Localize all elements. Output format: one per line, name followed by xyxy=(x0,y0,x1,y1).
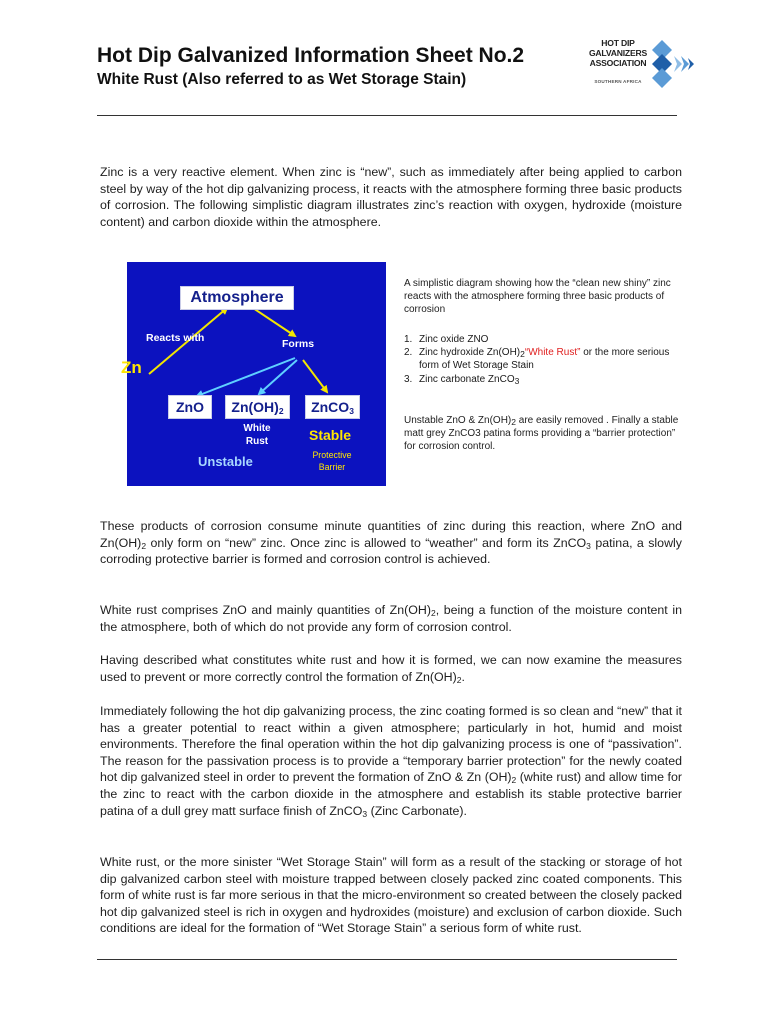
list-item: 2. Zinc hydroxide $Zn(OH)_2“White$ Rust” or the more serious form of Wet Storage Stain xyxy=(404,347,670,372)
znoh2-box: $Zn(OH)_2$ xyxy=(225,395,290,419)
corrosion-products-list xyxy=(404,333,680,386)
list-item: 3. Zinc carbonate ZnCO$_3$ xyxy=(404,373,520,386)
intro-paragraph: Zinc is a very reactive element. When zinc is “new”, such as immediately after being applied to carbon steel by way of the hot dip galvanizing process, it reacts with the atmosphere forming three basic products of corrosion. The following simplistic diagram illustrates zinc’s reaction with oxygen, hydroxide (moisture content) and carbon dioxide within the atmosphere. xyxy=(100,165,682,229)
forms-label: Forms xyxy=(282,338,315,350)
footer-divider xyxy=(97,959,677,960)
page-title: Hot Dip Galvanized Information Sheet No.2 xyxy=(97,44,525,67)
body-paragraph-5: White rust, or the more sinister “Wet Storage Stain” will form as a result of the stacking or storage of hot dip galvanized carbon steel with moisture trapped between closely packed zinc coated components. This form of white rust is far more serious in that the micro-environment so created between the closely packed hot dip galvanized steel is rich in oxygen and hydroxides (moisture) and exclusion of carbon dioxide. Such conditions are ideal for the formation of “Wet Storage Stain” a serious form of white rust. xyxy=(100,855,682,936)
header-divider xyxy=(97,115,677,116)
white-rust-highlight: “White Rust” xyxy=(524,347,581,359)
arrow-atmosphere-to-forms xyxy=(253,308,295,336)
arrow-to-znco3 xyxy=(303,360,327,392)
white-rust-label: White Rust xyxy=(243,423,271,447)
atmosphere-box: Atmosphere xyxy=(180,286,294,310)
diagram-caption: A simplistic diagram showing how the “clean new shiny” zinc reacts with the atmosphere forming three basic products of corrosion xyxy=(404,278,671,316)
logo-wordmark: HOT DIP GALVANIZERS ASSOCIATION xyxy=(588,38,648,68)
list-item: 1. Zinc oxide ZNO xyxy=(404,334,489,345)
protective-barrier-label: Protective Barrier xyxy=(312,450,352,472)
logo-region: SOUTHERN AFRICA xyxy=(594,79,642,84)
stable-label: Stable xyxy=(309,427,352,443)
body-paragraph-1: These products of corrosion consume minute quantities of zinc during this reaction, where ZnO and $Zn(OH)_2$ only form on “new” zinc. Once zinc is allowed to “weather” and form its ZnCO$_3$ patina, a slowly corroding protective barrier is formed and corrosion control is achieved. xyxy=(100,519,682,567)
page-subtitle: White Rust (Also referred to as Wet Storage Stain) xyxy=(97,71,467,88)
unstable-label: Unstable xyxy=(198,454,253,469)
corrosion-diagram xyxy=(121,262,386,486)
zno-box: ZnO xyxy=(168,395,212,419)
zn-label: Zn xyxy=(121,358,142,377)
reacts-with-label: Reacts with xyxy=(146,332,205,344)
body-paragraph-3: Having described what constitutes white rust and how it is formed, we can now examine the measures used to prevent or more correctly control the formation of $Zn(OH)_2$. xyxy=(100,653,682,685)
body-paragraph-2: White rust comprises ZnO and mainly quantities of $Zn(OH)_2$, being a function of the moisture content in the atmosphere, both of which do not provide any form of corrosion control. xyxy=(100,603,683,634)
association-logo xyxy=(566,30,696,100)
znco3-box: ZnCO$_3$ xyxy=(305,395,360,419)
stacked-diamond-arrows-icon xyxy=(650,36,694,94)
body-paragraph-4: Immediately following the hot dip galvanizing process, the zinc coating formed is so clean and “new” that it has a greater potential to react within a given atmosphere; particularly in hot, humid and moist environments. Therefore the final operation within the hot dip galvanizing process is one of “passivation”. The reason for the passivation process is to provide a “temporary barrier protection” for the newly coated hot dip galvanized steel in order to prevent the formation of ZnO & Zn $(OH)_2$ (white rust) and allow time for the zinc to react with the carbon dioxide in the atmosphere and establish its stable protective barrier patina of a dull grey matt surface finish of ZnCO$_3$ (Zinc Carbonate). xyxy=(100,704,682,819)
diagram-note: Unstable ZnO & $Zn(OH)_2$ are easily removed . Finally a stable matt grey ZnCO3 patina forms providing a “barrier protection” for corrosion control. xyxy=(404,415,679,453)
arrow-to-zno xyxy=(197,358,295,396)
